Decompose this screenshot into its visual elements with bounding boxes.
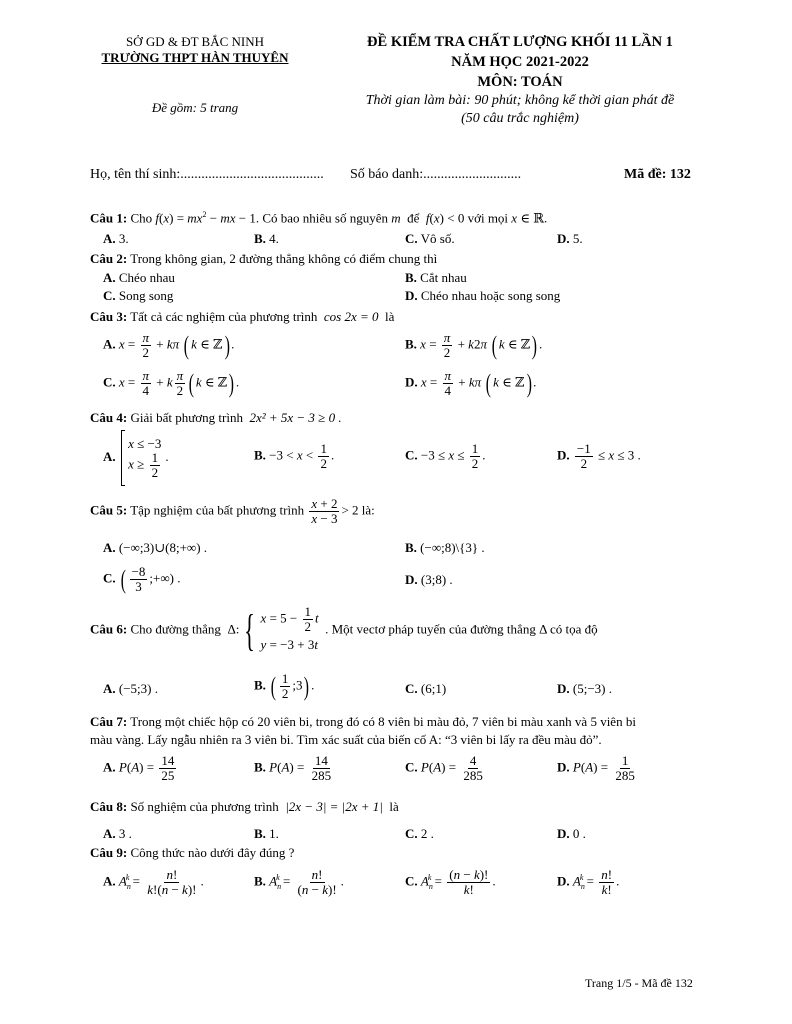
q1-option-b[interactable]: B. 4. xyxy=(254,231,279,246)
q6-option-a[interactable]: A. (−5;3) . xyxy=(103,681,158,696)
q8-option-d[interactable]: D. 0 . xyxy=(557,826,586,841)
question-3: Câu 3: Tất cả các nghiệm của phương trình cos 2x = 0 là xyxy=(90,309,395,324)
q1-option-a[interactable]: A. 3. xyxy=(103,231,129,246)
q8-option-c[interactable]: C. 2 . xyxy=(405,826,434,841)
q8-option-b[interactable]: B. 1. xyxy=(254,826,279,841)
school-year: NĂM HỌC 2021-2022 xyxy=(451,54,589,70)
question-2: Câu 2: Trong không gian, 2 đường thẳng không có điểm chung thì xyxy=(90,251,438,266)
q2-option-b[interactable]: B. Cắt nhau xyxy=(405,270,467,285)
q9-option-b[interactable]: B. $A_n^k$ = $\frac{n!}{(n - k)!}$ . xyxy=(254,867,344,897)
q4-option-c[interactable]: C. −3 ≤ x ≤ $\frac{1}{2}$ . xyxy=(405,441,486,471)
q1-option-d[interactable]: D. 5. xyxy=(557,231,583,246)
q4-option-b[interactable]: B. −3 < x < $\frac{1}{2}$ . xyxy=(254,441,335,471)
q7-option-c[interactable]: C. P(A) = $\frac{4}{285}$ xyxy=(405,753,483,783)
q3-option-b[interactable]: B. x = $\frac{\pi}{2}$ + k2π ( k ∈ ℤ) . xyxy=(405,330,543,360)
exam-code: Mã đề: 132 xyxy=(624,167,691,182)
q5-option-b[interactable]: B. (−∞;8)\{3} . xyxy=(405,540,485,555)
question-6: Câu 6: Cho đường thẳng Δ: { x = 5 − $\frac{1}{2}$ t y = −3 + 3t . Một vectơ pháp tuyến của đường thẳng Δ có tọa độ xyxy=(90,604,598,655)
page-count: Đề gồm: 5 trang xyxy=(151,100,239,115)
q7-option-a[interactable]: A. P(A) = $\frac{14}{25}$ xyxy=(103,753,175,783)
q3-option-a[interactable]: A. x = $\frac{\pi}{2}$ + kπ ( k ∈ ℤ) . xyxy=(103,330,235,360)
question-5: Câu 5: Tập nghiệm của bất phương trình $\frac{x + 2}{x - 3}$ > 2 là: xyxy=(90,496,375,526)
page-footer: Trang 1/5 - Mã đề 132 xyxy=(585,976,693,990)
subject: MÔN: TOÁN xyxy=(477,74,563,90)
student-name-field: Họ, tên thí sinh:......................................... xyxy=(90,167,324,182)
q6-option-d[interactable]: D. (5;−3) . xyxy=(557,681,612,696)
q2-option-c[interactable]: C. Song song xyxy=(103,288,174,303)
student-id-field: Số báo danh:............................ xyxy=(350,167,522,182)
q1-option-c[interactable]: C. Vô số. xyxy=(405,231,455,246)
q3-option-d[interactable]: D. x = $\frac{\pi}{4}$ + kπ ( k ∈ ℤ) . xyxy=(405,368,537,398)
q6-option-c[interactable]: C. (6;1) xyxy=(405,681,447,696)
q9-option-d[interactable]: D. $A_n^k$ = $\frac{n!}{k!}$ . xyxy=(557,867,620,897)
q5-option-a[interactable]: A. (−∞;3)∪(8;+∞) . xyxy=(103,540,208,555)
question-count: (50 câu trắc nghiệm) xyxy=(461,111,579,126)
q4-option-a[interactable]: A. x ≤ −3 x ≥ $\frac{1}{2}$ . xyxy=(103,430,169,486)
q9-option-c[interactable]: C. $A_n^k$ = $\frac{(n - k)!}{k!}$ . xyxy=(405,867,496,897)
question-7: Câu 7: Trong một chiếc hộp có 20 viên bi, trong đó có 8 viên bi màu đỏ, 7 viên bi màu xanh và 5 viên bi xyxy=(90,714,636,729)
exam-title: ĐỀ KIỂM TRA CHẤT LƯỢNG KHỐI 11 LẦN 1 xyxy=(367,34,673,50)
school-name: TRƯỜNG THPT HÀN THUYÊN xyxy=(101,50,289,65)
q8-option-a[interactable]: A. 3 . xyxy=(103,826,132,841)
q7-option-d[interactable]: D. P(A) = $\frac{1}{285}$ xyxy=(557,753,635,783)
q3-option-c[interactable]: C. x = $\frac{\pi}{4}$ + k $\frac{\pi}{2}$ ( k ∈ ℤ) . xyxy=(103,368,240,398)
q5-option-c[interactable]: C. ( $\frac{-8}{3}$ ;+∞) . xyxy=(103,564,181,594)
question-7-cont: màu vàng. Lấy ngẫu nhiên ra 3 viên bi. Tìm xác suất của biến cố A: “3 viên bi lấy ra đều màu đỏ”. xyxy=(90,732,602,747)
question-9: Câu 9: Công thức nào dưới đây đúng ? xyxy=(90,845,295,860)
question-8: Câu 8: Số nghiệm của phương trình |2x − 3| = |2x + 1| là xyxy=(90,799,399,814)
q9-option-a[interactable]: A. $A_n^k$ = $\frac{n!}{k!(n - k)!}$ . xyxy=(103,867,204,897)
q4-option-d[interactable]: D. $\frac{-1}{2}$ ≤ x ≤ 3 . xyxy=(557,441,641,471)
q5-option-d[interactable]: D. (3;8) . xyxy=(405,572,453,587)
q7-option-b[interactable]: B. P(A) = $\frac{14}{285}$ xyxy=(254,753,332,783)
time-limit: Thời gian làm bài: 90 phút; không kể thời gian phát đề xyxy=(365,93,675,108)
q6-option-b[interactable]: B. ( $\frac{1}{2}$ ;3) . xyxy=(254,671,315,701)
q2-option-a[interactable]: A. Chéo nhau xyxy=(103,270,175,285)
question-1: Câu 1: Cho $f(x) = mx^2$ − mx − 1. Có bao nhiêu số nguyên m để f(x) < 0 với mọi x ∈ ℝ. xyxy=(90,210,548,226)
q2-option-d[interactable]: D. Chéo nhau hoặc song song xyxy=(405,288,561,303)
question-4: Câu 4: Giải bất phương trình 2x² + 5x − 3 ≥ 0 . xyxy=(90,410,342,425)
department-name: SỞ GD & ĐT BẮC NINH xyxy=(125,34,265,49)
